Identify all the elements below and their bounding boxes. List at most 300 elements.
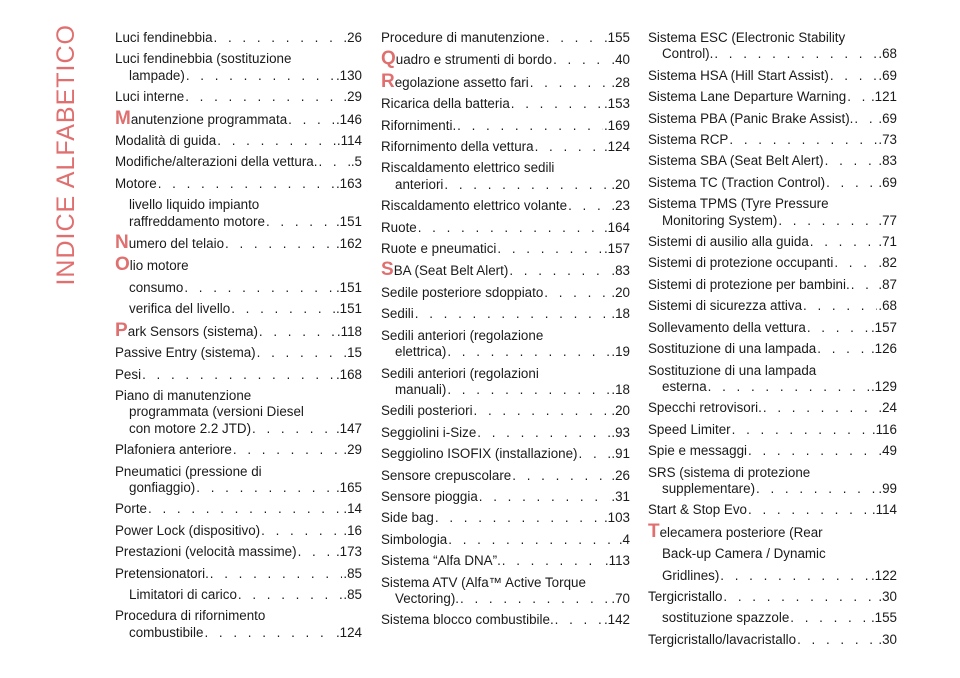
index-entry-line [381, 446, 630, 462]
dot-leader [512, 468, 610, 484]
dot-leader [546, 30, 603, 46]
page-number: .73 [878, 132, 897, 148]
index-entry [381, 241, 630, 257]
entry-text: Side bag [381, 510, 434, 526]
page-number: .151 [335, 301, 362, 317]
index-entry-line [381, 510, 630, 526]
dot-leader [568, 198, 610, 214]
entry-text: elettrica) [395, 344, 447, 360]
dot-leader [231, 301, 335, 317]
page-number: .69 [878, 67, 897, 83]
index-entry-line [381, 259, 630, 281]
section-initial-letter: M [115, 107, 131, 129]
dot-leader [238, 587, 342, 603]
entry-text: supplementare) [662, 480, 756, 496]
index-entry [115, 89, 362, 105]
index-entry [648, 443, 897, 459]
index-entry [115, 345, 362, 361]
entry-text: Rifornimento della vettura [381, 139, 534, 155]
entry-text: Sistema Lane Departure Warning [648, 89, 847, 105]
index-entry-line [648, 234, 897, 250]
dot-leader [457, 118, 603, 134]
index-entry-line [381, 96, 630, 112]
entry-text: Sistema TPMS (Tyre Pressure [648, 196, 829, 212]
entry-text: Sistema ESC (Electronic Stability [648, 30, 846, 45]
entry-text: Tergicristallo/lavacristallo [648, 631, 797, 647]
dot-leader [817, 341, 870, 357]
entry-text: Control). [662, 46, 714, 62]
index-entry-line [648, 379, 897, 395]
page-number: .85 [343, 565, 362, 581]
index-entry [381, 285, 630, 301]
page-number: .165 [335, 479, 362, 495]
entry-text: Speed Limiter [648, 421, 731, 437]
index-entry-line [115, 133, 362, 149]
dot-leader [748, 502, 871, 518]
index-entry [381, 220, 630, 236]
page-number: .155 [603, 30, 630, 45]
index-entry [381, 489, 630, 505]
entry-text: umero del telaio [128, 236, 225, 252]
index-entry [648, 502, 897, 518]
dot-leader [810, 234, 878, 250]
entry-text: anutenzione programmata [130, 111, 288, 127]
entry-text: Motore [115, 175, 157, 191]
dot-leader [204, 625, 335, 641]
entry-text: Sollevamento della vettura [648, 319, 806, 335]
page-number: .49 [878, 443, 897, 459]
entry-text: Procedura di rifornimento [115, 608, 266, 624]
index-entry-line [115, 566, 362, 582]
page-number: .87 [878, 276, 897, 292]
index-entry-line [648, 520, 897, 542]
index-entry [381, 160, 630, 193]
index-entry [648, 111, 897, 127]
dot-leader [477, 425, 610, 441]
page-number: .82 [878, 255, 897, 271]
page-number: .77 [878, 212, 897, 228]
entry-text: Luci interne [115, 89, 185, 105]
index-entry-line [115, 197, 362, 213]
page-number: .151 [335, 279, 362, 295]
page-number: .68 [878, 298, 897, 314]
dot-leader [502, 553, 604, 569]
index-entry-line [381, 48, 630, 70]
index-entry-line [648, 502, 897, 518]
index-entry [381, 510, 630, 526]
index-entry [381, 532, 630, 548]
section-initial-letter: Q [381, 48, 396, 70]
index-entry-line [381, 532, 630, 548]
index-entry-line [115, 388, 362, 404]
index-entry [381, 612, 630, 628]
dot-leader [553, 52, 610, 68]
page-number: .162 [335, 236, 362, 252]
index-entry-line [381, 70, 630, 92]
index-entry [648, 465, 897, 498]
index-entry [115, 544, 362, 560]
page-number: .91 [611, 446, 630, 462]
entry-text: Ruote e pneumatici [381, 241, 497, 257]
page-number: .83 [878, 153, 897, 169]
entry-text: Seggiolini i-Size [381, 424, 477, 440]
index-entry-line [115, 608, 362, 624]
entry-text: Simbologia [381, 531, 448, 547]
entry-text: elecamera posteriore (Rear [659, 524, 823, 540]
page-number: .169 [603, 117, 630, 133]
index-entry-line [381, 285, 630, 301]
index-entry-line [648, 363, 897, 379]
index-entry-line [648, 610, 897, 626]
entry-text: BA (Seat Belt Alert) [393, 263, 509, 279]
dot-leader [210, 566, 343, 582]
dot-leader [259, 324, 336, 340]
section-initial-letter: T [648, 520, 660, 542]
index-entry [115, 523, 362, 539]
index-entry-line [115, 176, 362, 192]
dot-leader [790, 610, 870, 626]
index-entry-line [381, 306, 630, 322]
entry-text: Sistema HSA (Hill Start Assist) [648, 67, 829, 83]
page-number: .18 [611, 306, 630, 322]
index-entry-line [381, 591, 630, 607]
index-entry [115, 51, 362, 84]
page-number: .40 [611, 52, 630, 68]
index-entry [115, 254, 362, 317]
index-entry [381, 139, 630, 155]
index-entry-line [381, 612, 630, 628]
index-entry [115, 133, 362, 149]
dot-leader [214, 30, 343, 46]
dot-leader [830, 68, 878, 84]
page-number: .70 [611, 590, 630, 606]
page-number: .173 [335, 544, 362, 560]
entry-text: Spie e messaggi [648, 443, 747, 459]
index-entry [648, 320, 897, 336]
index-entry-line [381, 382, 630, 398]
dot-leader [497, 241, 603, 257]
index-entry [381, 425, 630, 441]
page-number: .129 [870, 378, 897, 394]
dot-leader [854, 111, 877, 127]
page-number: .153 [603, 96, 630, 112]
section-initial-letter: R [381, 70, 395, 92]
index-entry [381, 446, 630, 462]
index-entry-line [381, 403, 630, 419]
index-entry-line [115, 280, 362, 296]
page-number: .93 [611, 424, 630, 440]
index-entry-line [115, 214, 362, 230]
index-entry [648, 520, 897, 584]
entry-text: Sistemi di protezione occupanti [648, 255, 834, 271]
index-entry [648, 68, 897, 84]
dot-leader [266, 214, 335, 230]
index-entry-line [381, 139, 630, 155]
entry-text: Limitatori di carico [129, 586, 237, 602]
index-entry-line [381, 177, 630, 193]
index-entry-line [648, 255, 897, 271]
entry-text: Pneumatici (pressione di [115, 463, 262, 479]
entry-text: Pesi [115, 366, 142, 382]
index-entry [648, 341, 897, 357]
entry-text: Porte [115, 501, 148, 517]
entry-text: livello liquido impianto [129, 197, 260, 213]
entry-text: esterna [662, 378, 707, 394]
index-entry [648, 175, 897, 191]
page-number: .163 [335, 175, 362, 191]
index-entry [648, 30, 897, 63]
dot-leader [225, 236, 335, 252]
index-entry [648, 422, 897, 438]
entry-text: Ricarica della batteria [381, 96, 510, 112]
page-number: .122 [870, 567, 897, 583]
index-entry [648, 632, 897, 648]
page-number: .114 [336, 133, 362, 149]
page-number: .147 [335, 420, 362, 436]
dot-leader [732, 422, 871, 438]
entry-text: Pretensionatori. [115, 565, 209, 581]
index-entry [648, 255, 897, 271]
index-entry-line [648, 568, 897, 584]
index-entry [115, 566, 362, 604]
index-entry [381, 403, 630, 419]
entry-text: Passive Entry (sistema) [115, 345, 256, 361]
dot-leader [479, 489, 611, 505]
index-entry [648, 132, 897, 148]
side-title: INDICE ALFABETICO [52, 24, 80, 286]
index-entry-line [648, 46, 897, 62]
page-number: .26 [343, 30, 362, 45]
entry-text: gonfiaggio) [129, 479, 196, 495]
index-entry [115, 30, 362, 46]
index-entry [381, 70, 630, 92]
index-entry-line [381, 241, 630, 257]
index-entry-line [648, 546, 897, 562]
page-number: .142 [603, 612, 630, 628]
index-entry [648, 153, 897, 169]
dot-leader [148, 501, 342, 517]
index-entry [381, 118, 630, 134]
index-entry [115, 608, 362, 641]
entry-text: Plafoniera anteriore [115, 442, 232, 458]
index-entry-line [381, 553, 630, 569]
entry-text: Prestazioni (velocità massime) [115, 544, 297, 560]
dot-leader [418, 220, 603, 236]
entry-text: lampade) [129, 67, 185, 83]
page-number: .20 [611, 403, 630, 419]
index-column-2 [381, 30, 630, 634]
section-initial-letter: N [115, 232, 129, 254]
index-entry-line [381, 328, 630, 344]
index-entry [381, 575, 630, 608]
dot-leader [511, 96, 603, 112]
entry-text: Power Lock (dispositivo) [115, 522, 261, 538]
index-entry [648, 298, 897, 314]
dot-leader [298, 544, 335, 560]
index-entry-line [115, 404, 362, 420]
entry-text: Specchi retrovisori. [648, 400, 762, 416]
index-entry [115, 176, 362, 230]
index-entry-line [115, 587, 362, 603]
index-entry-line [648, 30, 897, 46]
entry-text: Monitoring System) [662, 212, 778, 228]
page-number: .5 [350, 154, 362, 170]
entry-text: Sistema SBA (Seat Belt Alert) [648, 153, 824, 169]
page-number: .157 [870, 319, 897, 335]
index-entry-line [648, 175, 897, 191]
index-entry [381, 48, 630, 70]
dot-leader [474, 403, 611, 419]
entry-text: Sistemi di protezione per bambini. [648, 276, 850, 292]
index-entry-line [115, 319, 362, 341]
entry-text: manuali) [395, 381, 447, 397]
dot-leader [763, 400, 878, 416]
index-entry-line [115, 107, 362, 129]
index-entry-line [115, 367, 362, 383]
index-entry-line [115, 421, 362, 437]
index-column-3 [648, 30, 897, 653]
page-number: .168 [335, 366, 362, 382]
page-number: .164 [603, 219, 630, 235]
dot-leader [535, 139, 603, 155]
page-number: .15 [343, 345, 362, 361]
dot-leader [729, 132, 877, 148]
index-entry-line [648, 341, 897, 357]
dot-leader [460, 591, 610, 607]
page-number: .151 [335, 213, 362, 229]
page-number: .118 [336, 323, 362, 339]
entry-text: anteriori [395, 176, 444, 192]
index-entry-line [381, 344, 630, 360]
dot-leader [257, 345, 343, 361]
dot-leader [826, 175, 877, 191]
entry-text: Luci fendinebbia [115, 30, 213, 45]
index-entry [115, 388, 362, 437]
page-number: .155 [870, 610, 897, 626]
dot-leader [158, 176, 335, 192]
index-entry-line [648, 153, 897, 169]
dot-leader [723, 589, 877, 605]
index-entry [381, 366, 630, 399]
index-entry-line [648, 400, 897, 416]
index-entry [381, 328, 630, 361]
dot-leader [579, 446, 611, 462]
entry-text: Sedile posteriore sdoppiato [381, 284, 544, 300]
entry-text: Luci fendinebbia (sostituzione [115, 51, 292, 67]
index-entry [648, 89, 897, 105]
dot-leader [142, 367, 335, 383]
dot-leader [797, 632, 877, 648]
dot-leader [748, 443, 877, 459]
index-entry-line [381, 425, 630, 441]
index-entry [381, 306, 630, 322]
index-entry-line [115, 232, 362, 254]
index-entry [115, 442, 362, 458]
index-entry-line [648, 589, 897, 605]
page-number: .71 [878, 234, 897, 250]
dot-leader [509, 263, 610, 279]
entry-text: sostituzione spazzole [662, 610, 790, 626]
dot-leader [288, 112, 335, 128]
index-entry [648, 400, 897, 416]
entry-text: con motore 2.2 JTD) [129, 420, 252, 436]
index-entry-line [381, 198, 630, 214]
dot-leader [756, 481, 877, 497]
page-number: .29 [343, 442, 362, 458]
dot-leader [714, 46, 877, 62]
dot-leader [803, 298, 877, 314]
page-number: .69 [878, 110, 897, 126]
dot-leader [252, 421, 335, 437]
index-entry-line [648, 298, 897, 314]
entry-text: Sistema RCP [648, 132, 729, 148]
index-entry-line [648, 132, 897, 148]
entry-text: Back-up Camera / Dynamic [662, 546, 826, 562]
page-number: .23 [611, 198, 630, 214]
index-entry [115, 319, 362, 341]
entry-text: egolazione assetto fari [394, 74, 529, 90]
page-number: .30 [878, 631, 897, 647]
entry-text: Sostituzione di una lampada [648, 341, 817, 357]
index-entry [115, 107, 362, 129]
section-initial-letter: O [115, 254, 130, 276]
index-entry-line [115, 464, 362, 480]
dot-leader [448, 532, 618, 548]
index-entry-line [381, 220, 630, 236]
index-entry-line [381, 160, 630, 176]
dot-leader [447, 344, 610, 360]
index-entry-line [648, 465, 897, 481]
entry-text: Ruote [381, 219, 417, 235]
page-number: .4 [618, 531, 630, 547]
page-number: .20 [611, 284, 630, 300]
page-number: .99 [878, 480, 897, 496]
index-entry-line [115, 442, 362, 458]
page-number: .124 [335, 624, 362, 640]
dot-leader [851, 277, 878, 293]
index-entry [381, 198, 630, 214]
entry-text: Sistema ATV (Alfa™ Active Torque [381, 574, 586, 590]
index-entry-line [115, 625, 362, 641]
entry-text: consumo [129, 279, 184, 295]
index-entry-line [115, 480, 362, 496]
entry-text: Start & Stop Evo [648, 502, 747, 518]
index-entry-line [381, 366, 630, 382]
index-entry-line [115, 345, 362, 361]
entry-text: uadro e strumenti di bordo [395, 52, 553, 68]
entry-text: Sedili posteriori [381, 403, 473, 419]
entry-text: Piano di manutenzione [115, 387, 252, 403]
entry-text: Sistema blocco combustibile. [381, 612, 554, 628]
page-number: .18 [611, 381, 630, 397]
entry-text: Riscaldamento elettrico sedili [381, 160, 555, 176]
dot-leader [196, 480, 335, 496]
entry-text: Tergicristallo [648, 588, 723, 604]
index-entry [648, 196, 897, 229]
index-entry-line [648, 89, 897, 105]
index-entry [115, 501, 362, 517]
index-entry-line [115, 68, 362, 84]
dot-leader [544, 285, 610, 301]
index-entry-line [648, 422, 897, 438]
entry-text: Sensore pioggia [381, 488, 478, 504]
entry-text: Sostituzione di una lampada [648, 362, 817, 378]
entry-text: Gridlines) [662, 567, 720, 583]
section-initial-letter: S [381, 259, 394, 281]
entry-text: Seggiolino ISOFIX (installazione) [381, 446, 578, 462]
dot-leader [825, 153, 878, 169]
dot-leader [233, 442, 343, 458]
